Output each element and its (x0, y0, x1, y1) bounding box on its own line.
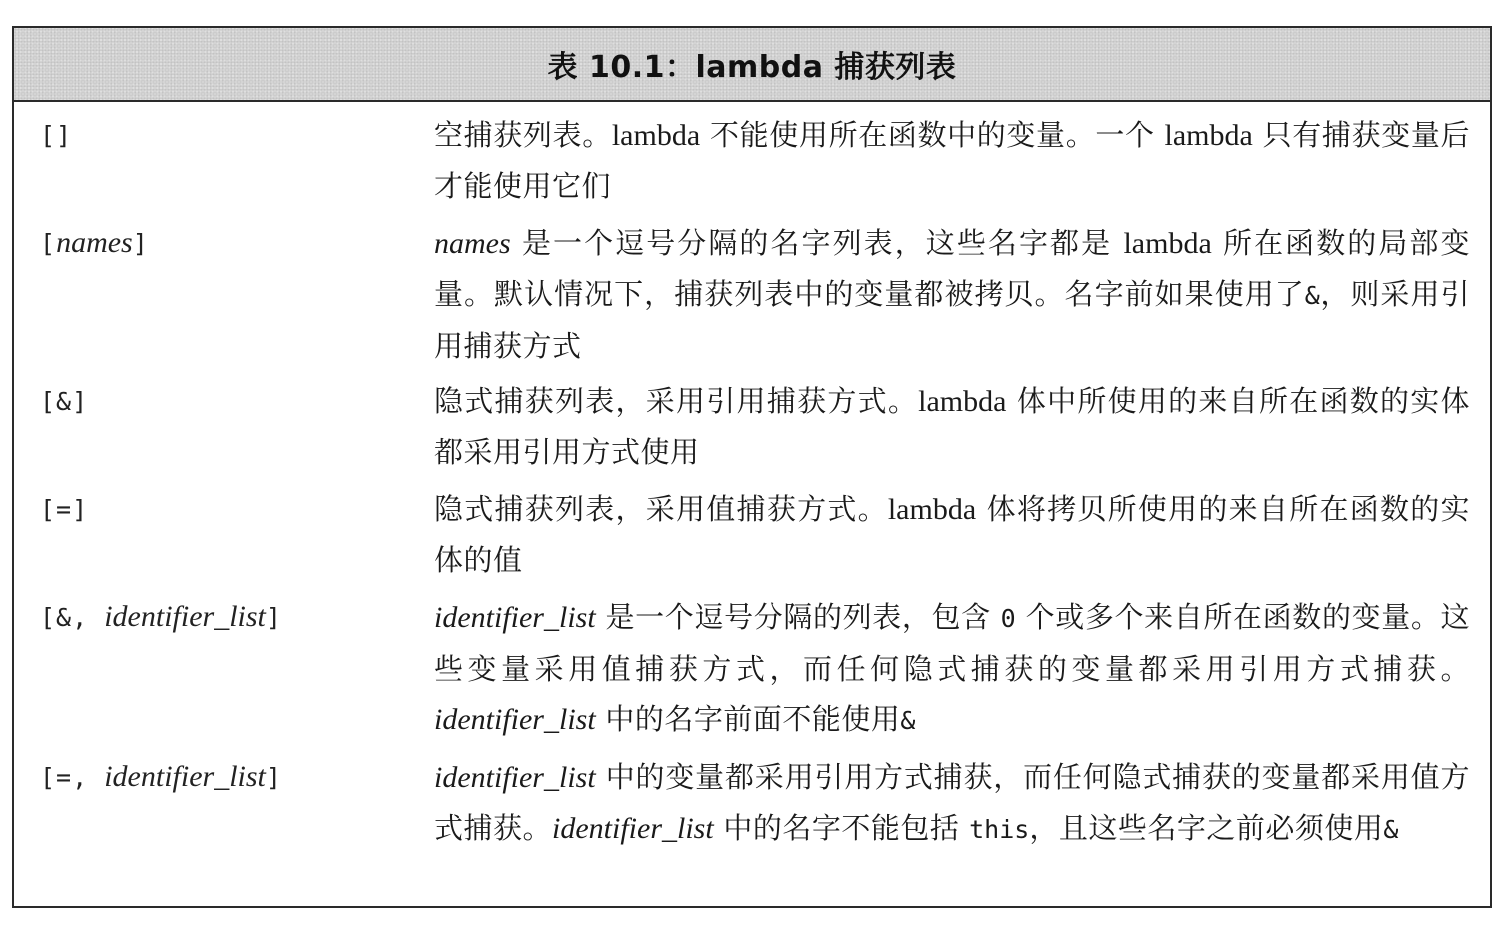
desc-text: 中的变量都采用引用方式捕获，而任何隐式捕获的变量都采用值方式捕获。 (434, 760, 1470, 845)
capture-description (434, 110, 1470, 211)
desc-text: lambda (611, 119, 701, 152)
capture-description (434, 752, 1470, 855)
desc-text: 是一个逗号分隔的列表，包含 (595, 600, 1001, 634)
desc-text: 个或多个来自所在函数的变量。这些变量采用值捕获方式，而任何隐式捕获的变量都采用引用方式捕获。 (434, 600, 1470, 686)
desc-code: 0 (1000, 604, 1016, 633)
desc-code: & (1383, 815, 1399, 844)
desc-text: 中的名字前面不能使用 (595, 702, 901, 736)
capture-syntax (40, 752, 282, 803)
capture-text: [ (40, 229, 57, 258)
capture-text: [=, (40, 763, 105, 792)
capture-description (434, 218, 1470, 371)
capture-text: [&, (40, 603, 105, 632)
capture-description (434, 592, 1470, 746)
desc-text: 隐式捕获列表，采用引用捕获方式。 (434, 384, 919, 418)
desc-text: 体将拷贝所使用的来自所在函数的实体的值 (434, 492, 1470, 577)
desc-code: & (1304, 281, 1320, 310)
capture-syntax (40, 110, 72, 161)
capture-syntax (40, 376, 88, 427)
capture-param: identifier_list (104, 600, 266, 633)
desc-text: 空捕获列表。 (434, 118, 612, 152)
capture-description (434, 484, 1470, 585)
desc-text: ，则采用引用捕获方式 (434, 277, 1470, 363)
capture-param: names (56, 226, 133, 259)
desc-text: lambda (1164, 119, 1253, 152)
capture-text: [] (40, 121, 73, 150)
capture-syntax (40, 592, 282, 643)
capture-param: identifier_list (104, 760, 266, 793)
capture-text: [=] (40, 495, 89, 524)
capture-description (434, 376, 1470, 477)
desc-text: 所在函数的局部变量。默认情况下，捕获列表中的变量都被拷贝。名字前如果使用了 (434, 226, 1471, 311)
capture-syntax (40, 484, 88, 535)
capture-text: [&] (40, 387, 89, 416)
desc-text: ，且这些名字之前必须使用 (1029, 811, 1384, 845)
desc-code: & (900, 706, 916, 735)
desc-param: names (434, 227, 511, 260)
desc-text: 只有捕获变量后才能使用它们 (434, 118, 1470, 203)
table-title: 表 10.1：lambda 捕获列表 (547, 50, 957, 85)
desc-text: lambda (918, 385, 1007, 418)
capture-syntax (40, 218, 149, 269)
desc-text: 中的名字不能包括 (713, 811, 970, 845)
table-header (14, 28, 1490, 102)
desc-text: 体中所使用的来自所在函数的实体都采用引用方式使用 (434, 384, 1470, 469)
capture-list-table (12, 26, 1492, 908)
desc-text: lambda (887, 493, 977, 526)
desc-param: identifier_list (434, 761, 596, 794)
capture-text: ] (265, 763, 282, 792)
desc-text: 是一个逗号分隔的名字列表，这些名字都是 (510, 226, 1124, 260)
desc-param: identifier_list (434, 703, 596, 736)
desc-code: this (969, 815, 1030, 844)
desc-text: lambda (1123, 227, 1212, 260)
desc-param: identifier_list (552, 812, 714, 845)
capture-text: ] (132, 229, 149, 258)
desc-text: 隐式捕获列表，采用值捕获方式。 (434, 492, 888, 526)
desc-text: 不能使用所在函数中的变量。一个 (700, 118, 1165, 152)
desc-param: identifier_list (434, 601, 596, 634)
capture-text: ] (265, 603, 282, 632)
